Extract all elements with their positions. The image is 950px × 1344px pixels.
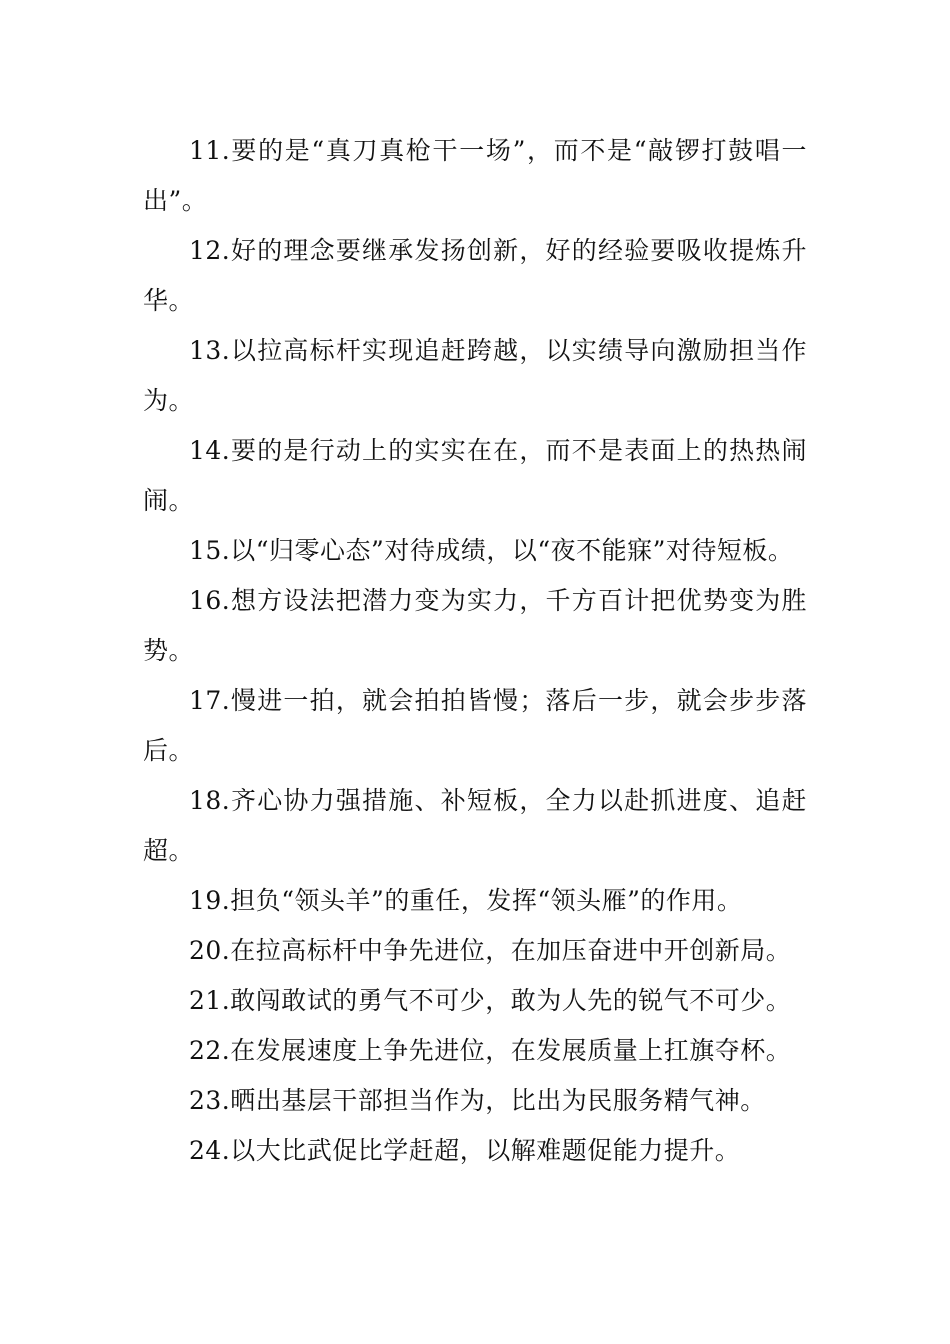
list-item: 23.晒出基层干部担当作为，比出为民服务精气神。 [189,1086,766,1115]
list-item: 14.要的是行动上的实实在在，而不是表面上的热热闹闹。 [143,436,807,515]
list-item: 13.以拉高标杆实现追赶跨越，以实绩导向激励担当作为。 [143,336,807,415]
list-item: 24.以大比武促比学赶超，以解难题促能力提升。 [189,1136,741,1165]
list-item: 20.在拉高标杆中争先进位，在加压奋进中开创新局。 [189,936,792,965]
list-item: 17.慢进一拍，就会拍拍皆慢；落后一步，就会步步落后。 [143,686,807,765]
list-item: 19.担负“领头羊”的重任，发挥“领头雁”的作用。 [189,886,743,915]
list-item: 21.敢闯敢试的勇气不可少，敢为人先的锐气不可少。 [189,986,792,1015]
list-item: 15.以“归零心态”对待成绩，以“夜不能寐”对待短板。 [189,536,794,565]
list-item: 18.齐心协力强措施、补短板，全力以赴抓进度、追赶超。 [143,786,807,865]
list-item: 12.好的理念要继承发扬创新，好的经验要吸收提炼升华。 [143,236,807,315]
document-body [143,126,807,1176]
list-item: 11.要的是“真刀真枪干一场”，而不是“敲锣打鼓唱一出”。 [143,136,807,215]
list-item: 22.在发展速度上争先进位，在发展质量上扛旗夺杯。 [189,1036,792,1065]
list-item: 16.想方设法把潜力变为实力，千方百计把优势变为胜势。 [143,586,807,665]
